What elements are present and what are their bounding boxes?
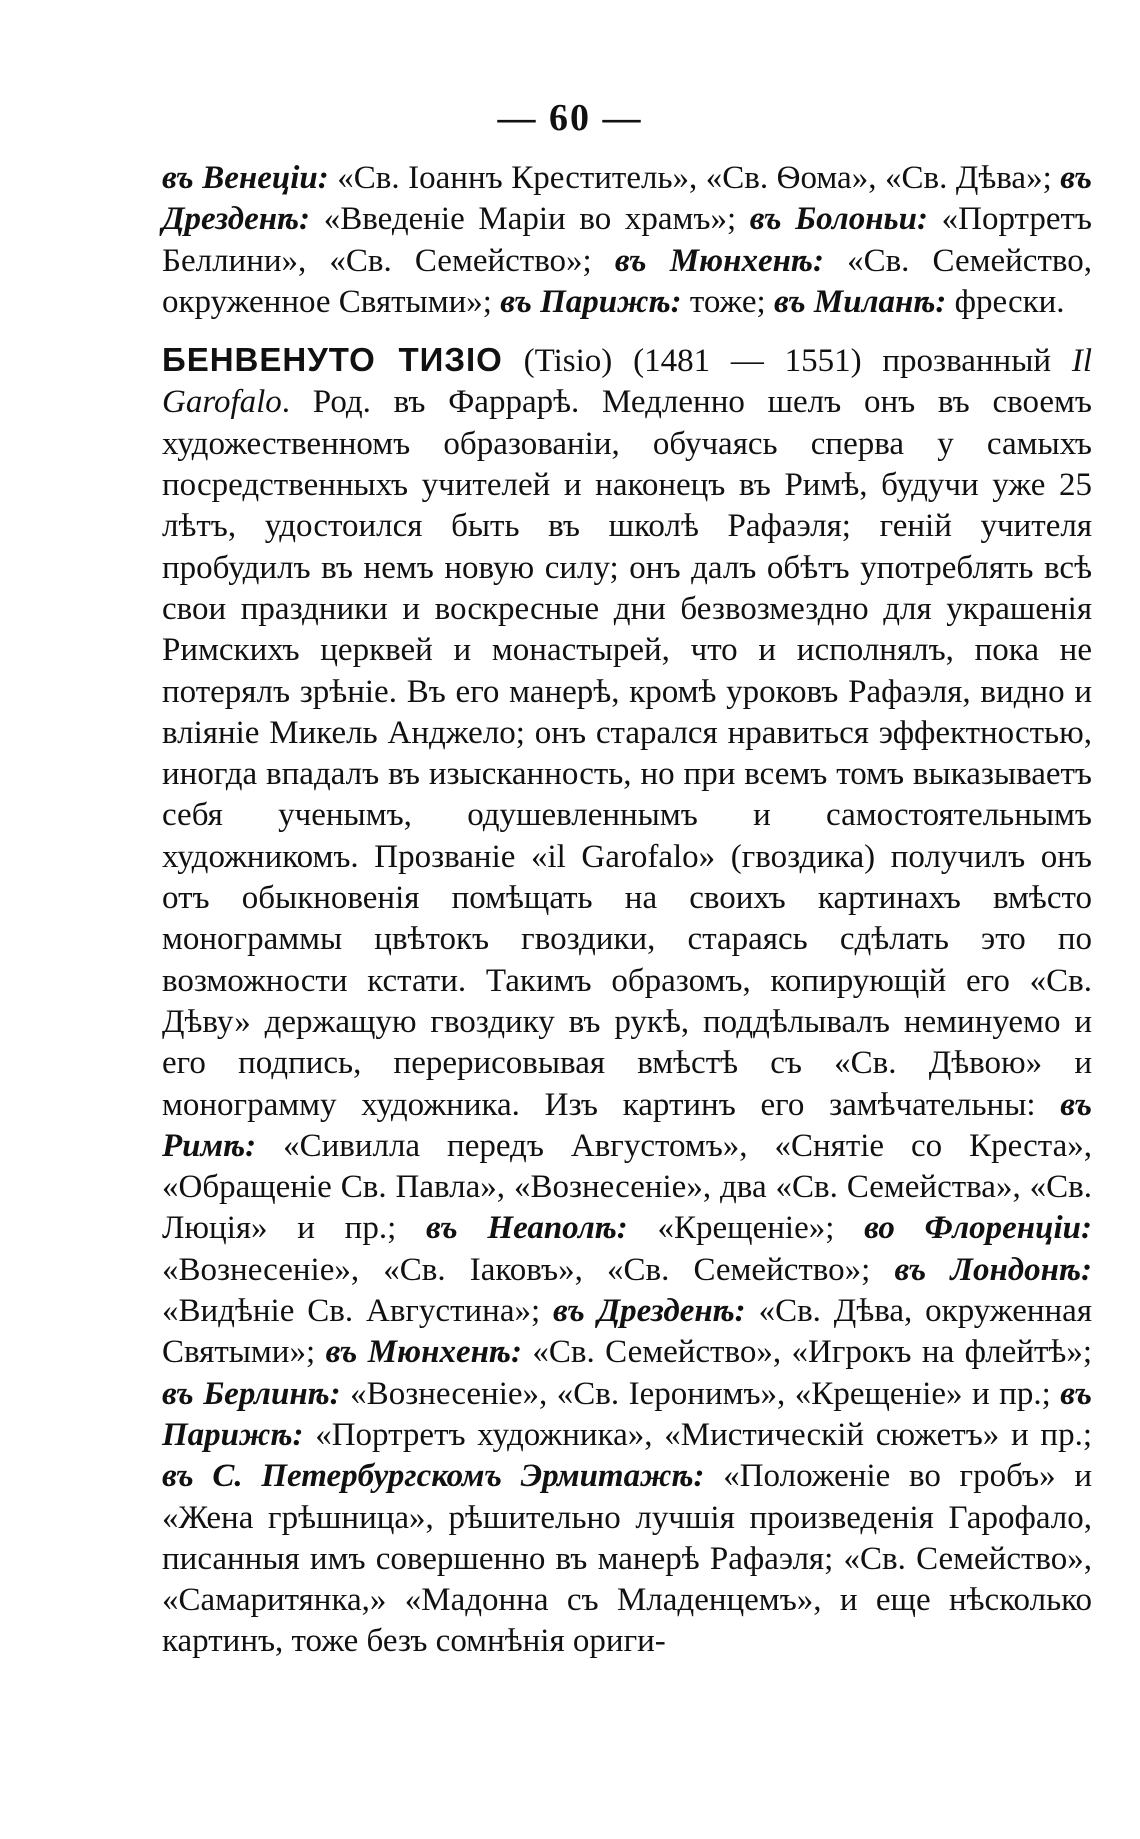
place-name: въ Болоньи: [749,201,928,238]
paragraph-continuation [162,158,1092,323]
place-name: въ Неаполѣ: [426,1210,628,1247]
text-span: тоже; [681,283,774,320]
text-span: «Св. Дѣва, окруженная Святыми»; [162,1293,1092,1371]
artist-name-heading: БЕНВЕНУТО ТИЗІО [162,341,503,379]
place-name: въ Венеціи: [162,160,329,196]
artist-nickname: Il Garofalo [162,343,1092,421]
text-span: «Св. Семейство», «Игрокъ на флейтѣ»; [521,1334,1092,1371]
text-span: . Род. въ Фаррарѣ. Медленно шелъ онъ въ своемъ художественномъ образованіи, обучаясь сперва у самыхъ посредственныхъ учителей и наконецъ въ Римѣ, будучи уже 25 лѣтъ, удостоился быть въ школѣ Рафаэля; геній учителя пробудилъ въ немъ новую силу; онъ далъ обѣтъ употреблять всѣ свои праздники и воскресные дни безвозмездно для украшенія Римскихъ церквей и монастырей, что и исполнялъ, пока не потерялъ зрѣніе. Въ его манерѣ, кромѣ уроковъ Рафаэля, видно и вліяніе Микель Анджело; онъ старался нравиться эффектностью, иногда впадалъ въ изысканность, но при всемъ томъ выказываетъ себя ученымъ, одушевленнымъ и самостоятельнымъ художникомъ. Прозваніе «il Garofalo» (гвоздика) получилъ онъ отъ обыкновенія помѣщать на своихъ картинахъ вмѣсто монограммы цвѣтокъ гвоздики, стараясь сдѣлать это по возможности кстати. Такимъ образомъ, копирующій его «Св. Дѣву» держащую гвоздику въ рукѣ, поддѣлывалъ неминуемо и его подпись, перерисовывая вмѣстѣ съ «Св. Дѣвою» и монограмму художника. Изъ картинъ его замѣчательны: [162,384,1092,1123]
text-span: «Вознесеніе», «Св. Іеронимъ», «Крещеніе» и пр.; [340,1375,1061,1412]
place-name: въ Мюнхенѣ: [614,242,824,279]
place-name: въ Берлинѣ: [162,1375,341,1412]
place-name: въ Лондонѣ: [894,1251,1092,1288]
text-span: «Портретъ художника», «Мистическій сюжетъ» и пр.; [303,1416,1092,1453]
text-span: «Портретъ Беллини», «Св. Семейство»; [162,201,1092,279]
place-name: въ Дрезденѣ: [553,1293,746,1330]
text-span: «Вознесеніе», «Св. Іаковъ», «Св. Семейство»; [162,1251,895,1288]
text-span: «Св. Семейство, окруженное Святыми»; [162,242,1092,320]
place-name: въ Парижѣ: [500,283,682,320]
paragraph-artist-entry [162,339,1092,1663]
text-span: «Св. Іоаннъ Креститель», «Св. Ѳома», «Св. Дѣва»; [328,160,1061,196]
place-name: въ Мюнхенѣ: [325,1334,522,1371]
text-span: (Tisio) (1481 — 1551) прозванный [502,343,1072,380]
place-name: въ С. Петербургскомъ Эрмитажѣ: [162,1458,705,1495]
place-name: во Флоренціи: [864,1210,1092,1247]
text-span: «Сивилла передъ Августомъ», «Снятіе со Креста», «Обращеніе Св. Павла», «Вознесеніе», два «Св. Семейства», «Св. Люція» и пр.; [162,1127,1092,1247]
place-name: въ Римѣ: [162,1086,1092,1164]
place-name: въ Дрезденѣ: [162,160,1092,238]
body-text [162,158,1092,1663]
text-span: фрески. [946,283,1065,320]
place-name: въ Миланѣ: [773,283,947,320]
page-number: — 60 — [497,97,643,139]
place-name: въ Парижѣ: [162,1375,1092,1453]
text-span: «Положеніе во гробъ» и «Жена грѣшница», рѣшительно лучшія произведенія Гарофало, писанныя имъ совершенно въ манерѣ Рафаэля; «Св. Семейство», «Самаритянка,» «Мадонна съ Младенцемъ», и еще нѣсколько картинъ, тоже безъ сомнѣнія ориги- [162,1458,1092,1660]
text-span: «Введеніе Маріи во храмъ»; [310,201,750,238]
text-span: «Видѣніе Св. Августина»; [162,1293,554,1330]
text-span: «Крещеніе»; [627,1210,865,1247]
